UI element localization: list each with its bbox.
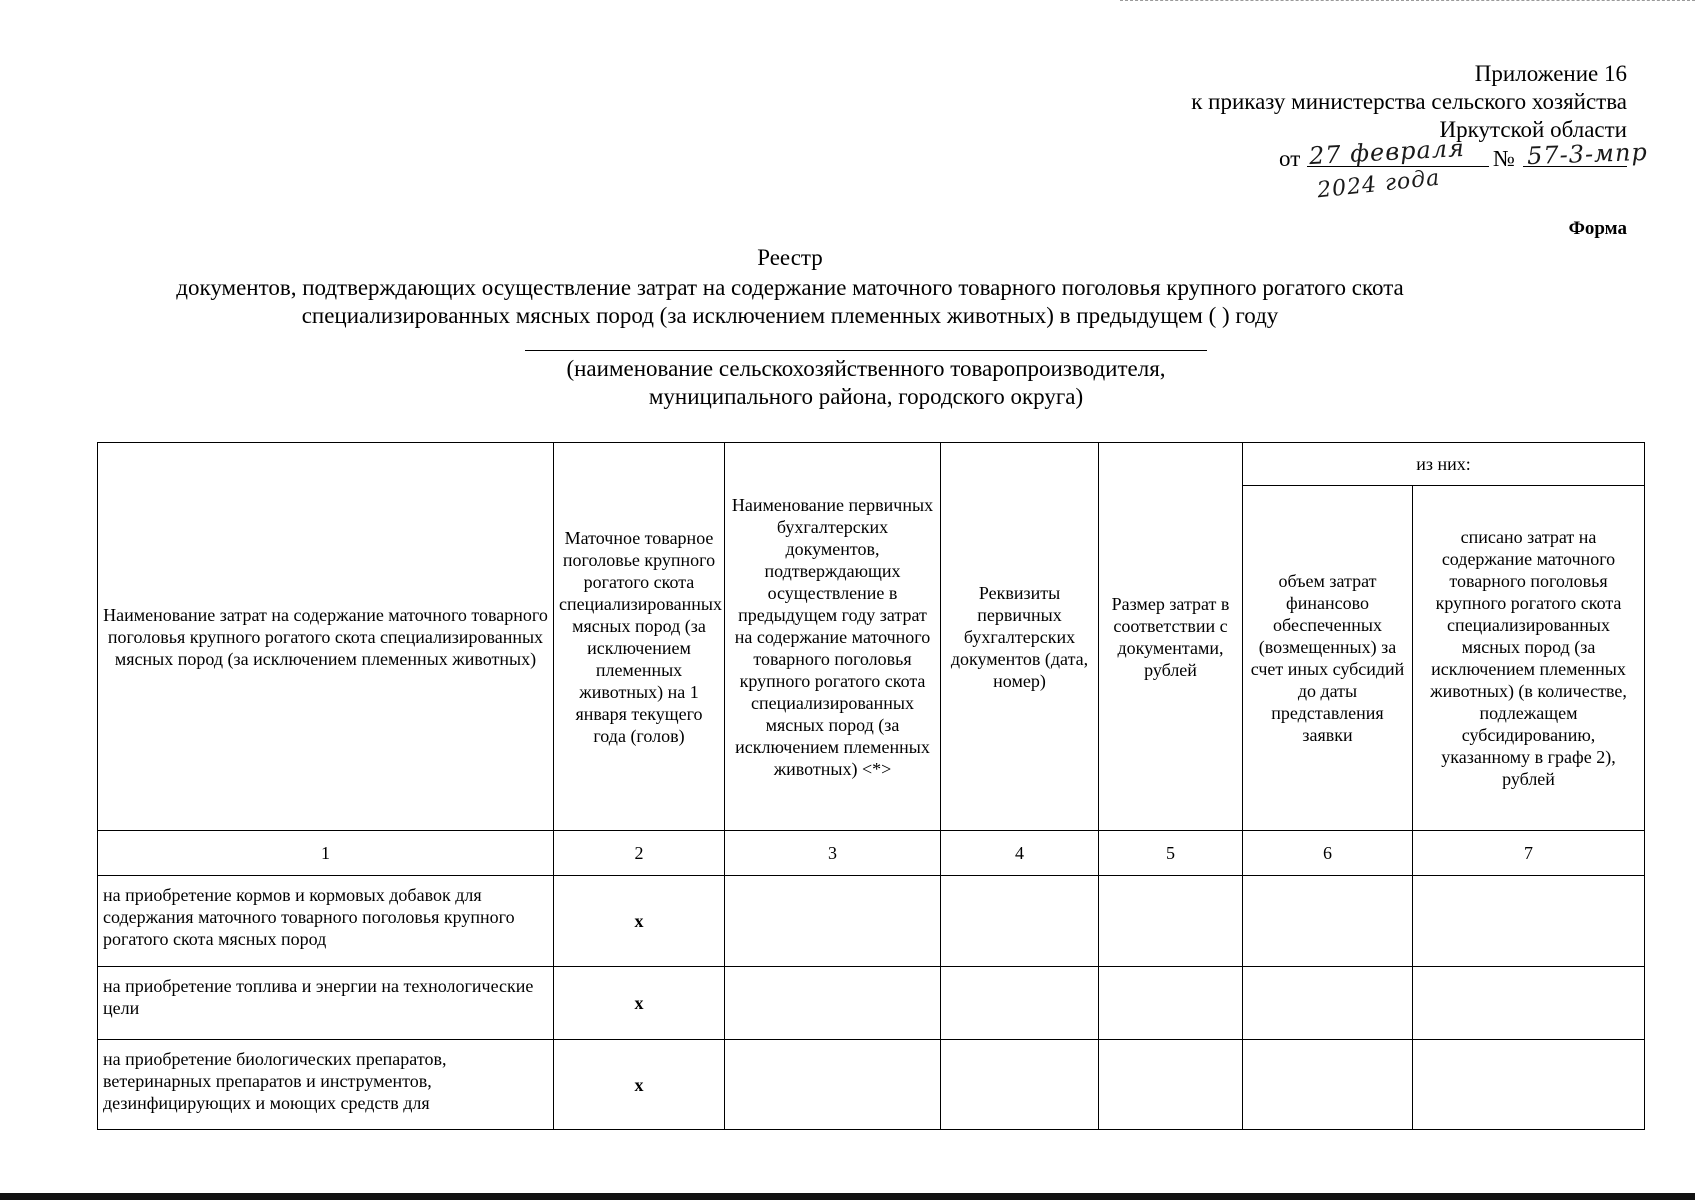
cost-name-cell: на приобретение кормов и кормовых добавок для содержания маточного товарного поголовья крупного рогатого скота мясных пород	[98, 876, 554, 967]
empty-cell	[1243, 967, 1413, 1040]
title-main: Реестр	[757, 245, 823, 270]
registry-table	[97, 442, 1645, 1130]
empty-cell	[1413, 1040, 1645, 1130]
empty-cell	[725, 967, 941, 1040]
empty-cell	[725, 1040, 941, 1130]
column-number: 5	[1099, 831, 1243, 876]
column-number: 6	[1243, 831, 1413, 876]
herd-count-cell: x	[554, 967, 725, 1040]
title-line-2: специализированных мясных пород (за исключением племенных животных) в предыдущем ( ) году	[301, 303, 1279, 328]
order-from-label: от	[1279, 146, 1301, 171]
header-document-name: Наименование первичных бухгалтерских документов, подтверждающих осуществление в предыдущем году затрат на содержание маточного товарного поголовья крупного рогатого скота специализированных мясных пород (за исключением племенных животных) <*>	[725, 443, 941, 831]
empty-cell	[1099, 967, 1243, 1040]
empty-cell	[1099, 1040, 1243, 1130]
header-other-subsidies: объем затрат финансово обеспеченных (возмещенных) за счет иных субсидий до даты представления заявки	[1243, 486, 1413, 831]
column-number: 4	[941, 831, 1099, 876]
empty-cell	[1413, 876, 1645, 967]
table-header-row	[98, 443, 1645, 486]
header-herd-count: Маточное товарное поголовье крупного рогатого скота специализированных мясных пород (за исключением племенных животных) на 1 января текущего года (голов)	[554, 443, 725, 831]
header-cost-amount: Размер затрат в соответствии с документами, рублей	[1099, 443, 1243, 831]
empty-cell	[941, 967, 1099, 1040]
empty-cell	[1243, 1040, 1413, 1130]
order-number-label: №	[1493, 146, 1515, 171]
handwritten-order-number: 57-3-мпр	[1526, 137, 1649, 171]
appendix-line: к приказу министерства сельского хозяйства	[1191, 89, 1627, 114]
producer-block	[525, 350, 1207, 411]
table-row	[98, 1040, 1645, 1130]
producer-caption-line-2: муниципального района, городского округа)	[648, 384, 1084, 409]
cost-name-cell: на приобретение биологических препаратов, ветеринарных препаратов и инструментов, дезинфицирующих и моющих средств для	[98, 1040, 554, 1130]
cost-name-cell: на приобретение топлива и энергии на технологические цели	[98, 967, 554, 1040]
header-cost-name: Наименование затрат на содержание маточного товарного поголовья крупного рогатого скота специализированных мясных пород (за исключением племенных животных)	[98, 443, 554, 831]
column-number: 2	[554, 831, 725, 876]
column-number: 3	[725, 831, 941, 876]
empty-cell	[941, 1040, 1099, 1130]
handwritten-order-year: 2024 года	[1316, 165, 1442, 204]
column-number-row	[98, 831, 1645, 876]
empty-cell	[1413, 967, 1645, 1040]
appendix-block	[1067, 60, 1627, 144]
appendix-line: Приложение 16	[1474, 61, 1627, 86]
table-row	[98, 967, 1645, 1040]
header-group-of-which: из них:	[1243, 443, 1645, 486]
document-title	[120, 244, 1460, 330]
form-label: Форма	[1568, 218, 1627, 239]
column-number: 7	[1413, 831, 1645, 876]
order-reference	[1067, 133, 1649, 208]
herd-count-cell: x	[554, 1040, 725, 1130]
table-row	[98, 876, 1645, 967]
column-number: 1	[98, 831, 554, 876]
header-document-details: Реквизиты первичных бухгалтерских документов (дата, номер)	[941, 443, 1099, 831]
empty-cell	[1243, 876, 1413, 967]
empty-cell	[725, 876, 941, 967]
herd-count-cell: x	[554, 876, 725, 967]
empty-cell	[1099, 876, 1243, 967]
header-written-off-costs: списано затрат на содержание маточного товарного поголовья крупного рогатого скота специализированных мясных пород (за исключением племенных животных) (в количестве, подлежащем субсидированию, указанному в графе 2), рублей	[1413, 486, 1645, 831]
producer-caption-line-1: (наименование сельскохозяйственного товаропроизводителя,	[566, 356, 1166, 381]
top-scan-edge	[1120, 0, 1695, 1]
empty-cell	[941, 876, 1099, 967]
bottom-scan-edge	[0, 1193, 1695, 1200]
appendix-line: Иркутской области	[1439, 117, 1627, 142]
handwritten-order-date: 27 февраля	[1308, 133, 1466, 171]
title-line-1: документов, подтверждающих осуществление затрат на содержание маточного товарного поголовья крупного рогатого скота	[176, 275, 1404, 300]
